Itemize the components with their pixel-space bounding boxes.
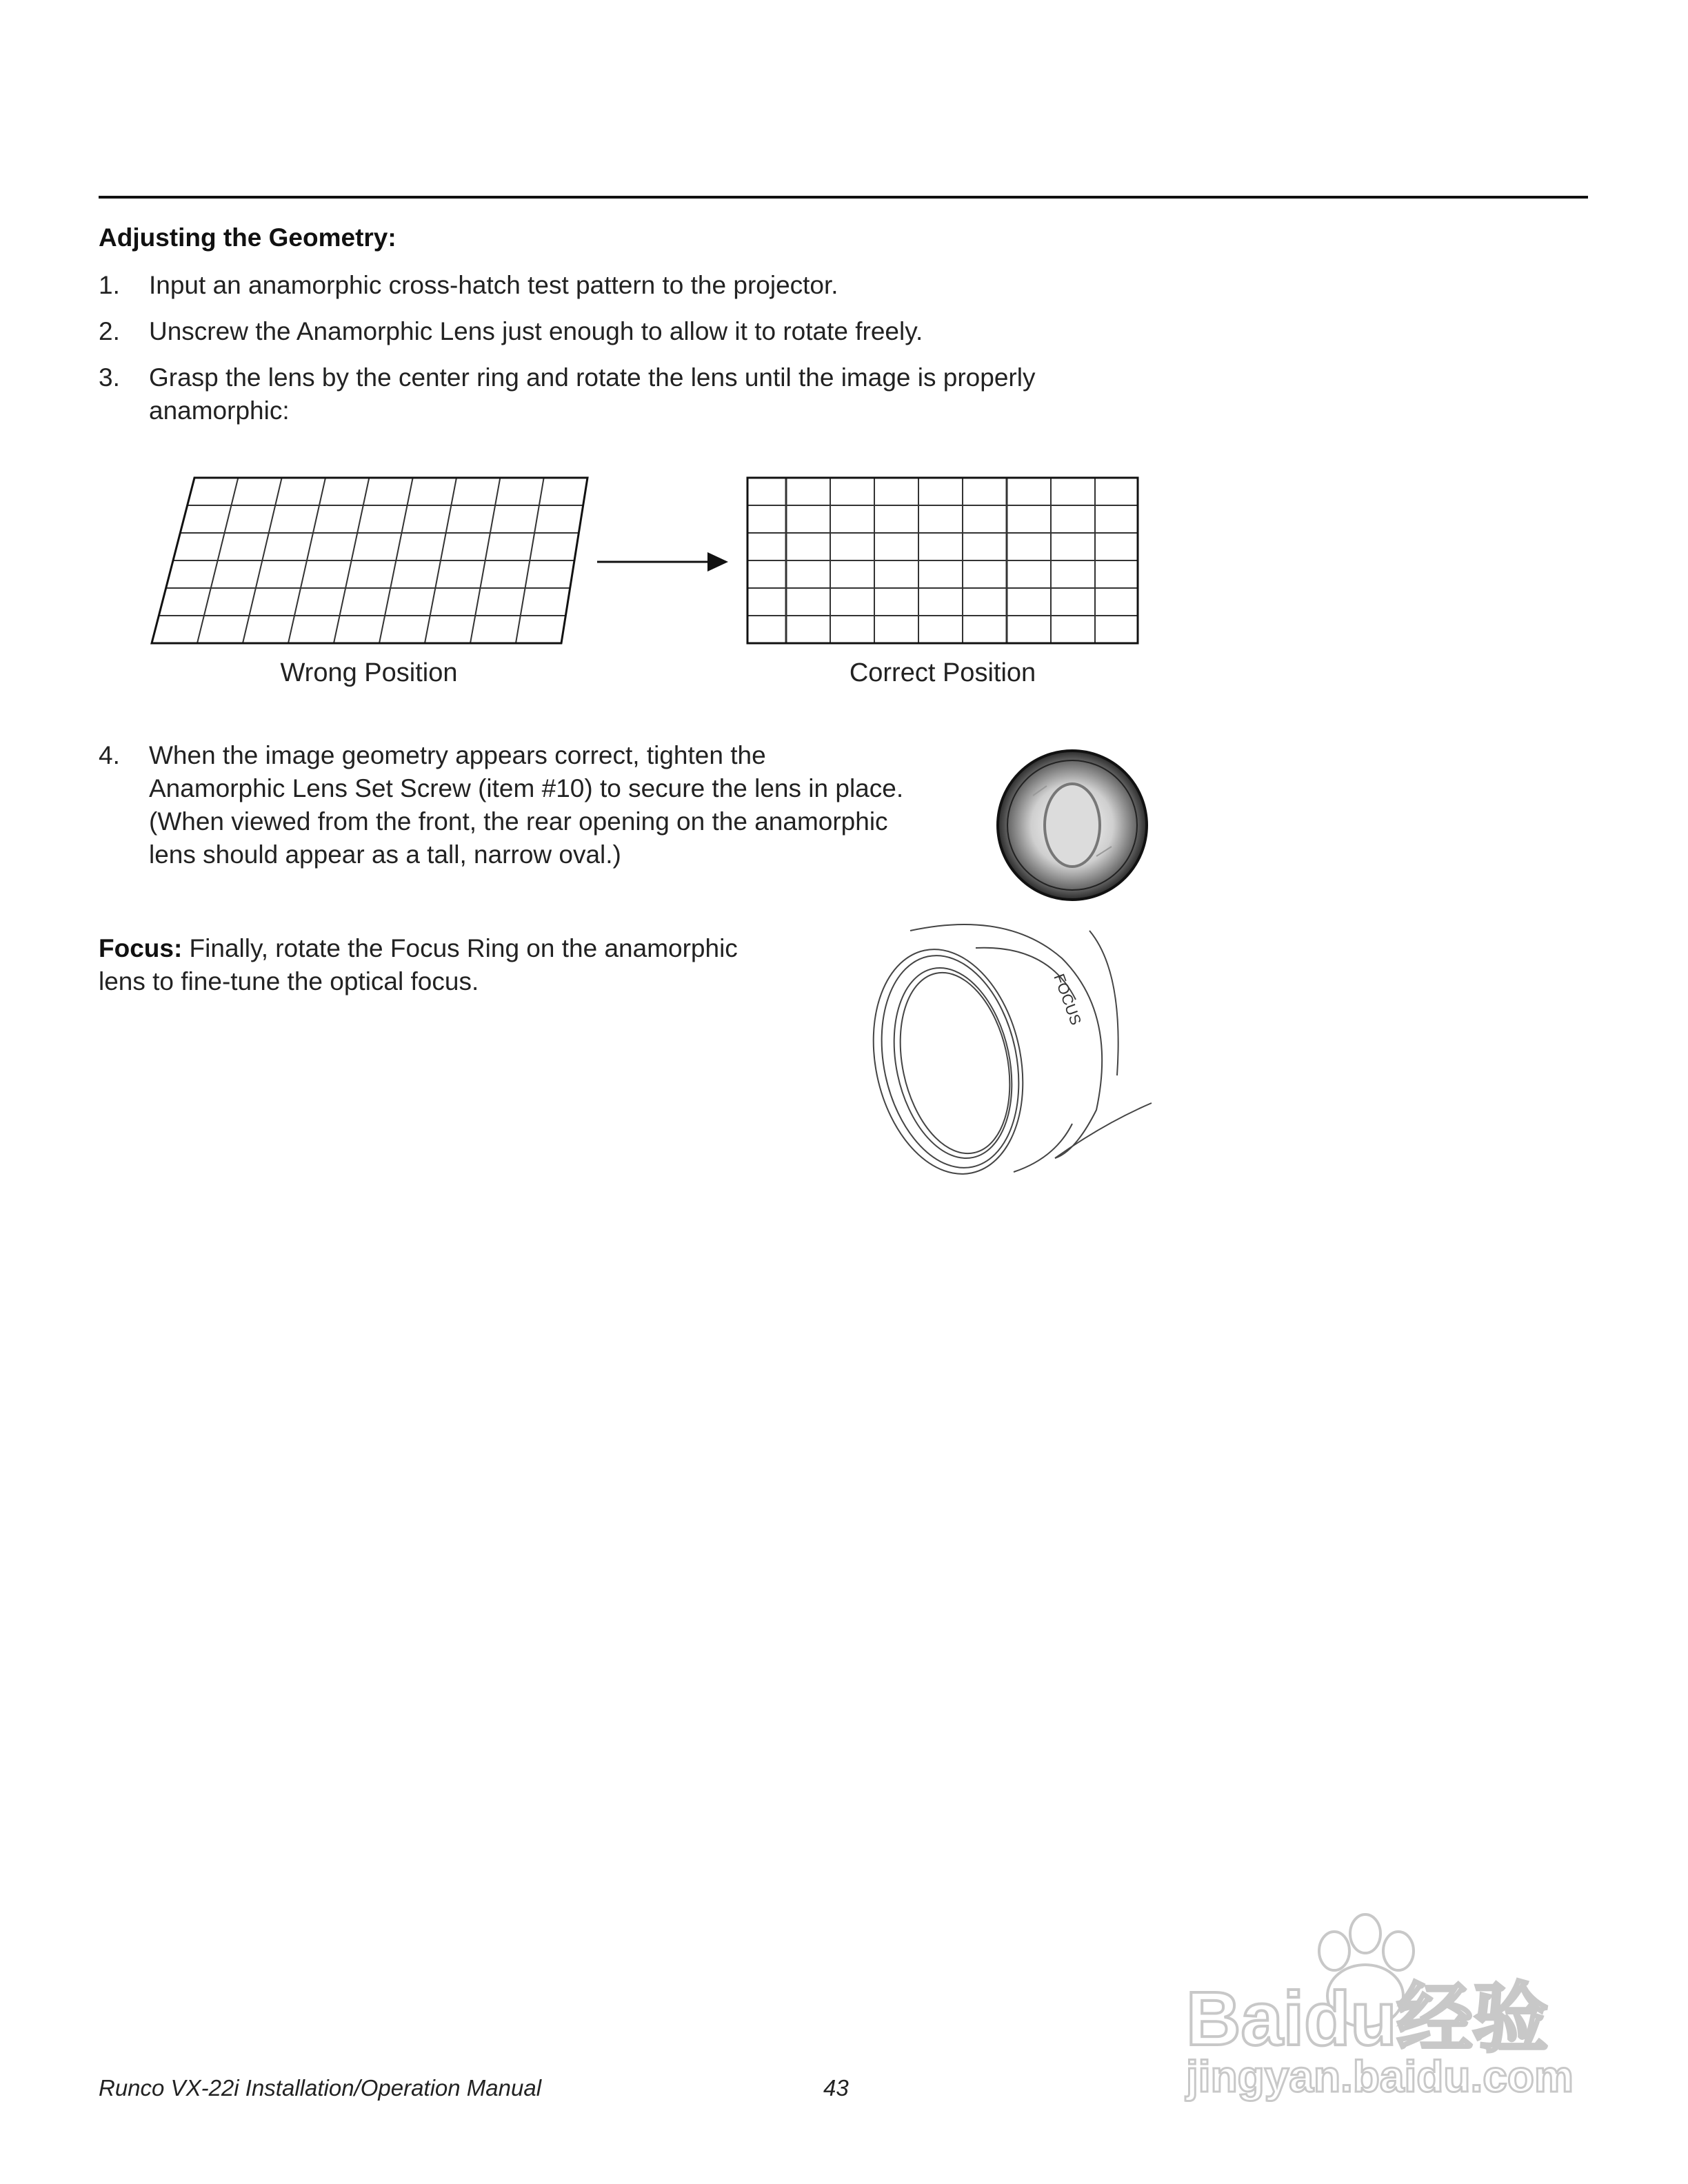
step-text: Unscrew the Anamorphic Lens just enough to allow it to rotate freely.: [149, 317, 923, 345]
step-text: Anamorphic Lens Set Screw (item #10) to secure the lens in place.: [149, 774, 904, 802]
correct-position-grid: [745, 476, 1145, 648]
footer-title: Runco VX-22i Installation/Operation Manual: [99, 2075, 542, 2101]
step-text: Input an anamorphic cross-hatch test pattern to the projector.: [149, 271, 838, 299]
step-number: 4.: [99, 741, 120, 769]
focus-text: lens to fine-tune the optical focus.: [99, 967, 479, 995]
page-number: 43: [823, 2075, 849, 2101]
correct-position-caption: Correct Position: [849, 658, 1036, 687]
wrong-position-caption: Wrong Position: [280, 658, 458, 687]
focus-label: Focus:: [99, 934, 183, 962]
watermark-cn-text: 经验: [1396, 1976, 1549, 2061]
lens-front-view-image: [993, 746, 1152, 904]
step-text: (When viewed from the front, the rear opening on the anamorphic: [149, 807, 888, 836]
arrow-icon: [593, 548, 731, 576]
step-number: 1.: [99, 271, 120, 299]
step-text: When the image geometry appears correct, tighten the: [149, 741, 766, 769]
step-text: Grasp the lens by the center ring and rotate the lens until the image is properly: [149, 363, 1036, 392]
step-text: anamorphic:: [149, 396, 290, 425]
focus-text: Finally, rotate the Focus Ring on the anamorphic: [182, 934, 738, 962]
section-heading: Adjusting the Geometry:: [99, 223, 396, 252]
step-text: lens should appear as a tall, narrow oval.): [149, 840, 621, 869]
watermark-brand-text: Baidu: [1186, 1976, 1397, 2061]
focus-ring-label: FOCUS: [1050, 971, 1085, 1028]
focus-ring-image: [827, 917, 1172, 1193]
watermark-url: jingyan.baidu.com: [1186, 2052, 1574, 2101]
step-number: 3.: [99, 363, 120, 392]
step-number: 2.: [99, 317, 120, 345]
focus-paragraph: [99, 932, 738, 998]
